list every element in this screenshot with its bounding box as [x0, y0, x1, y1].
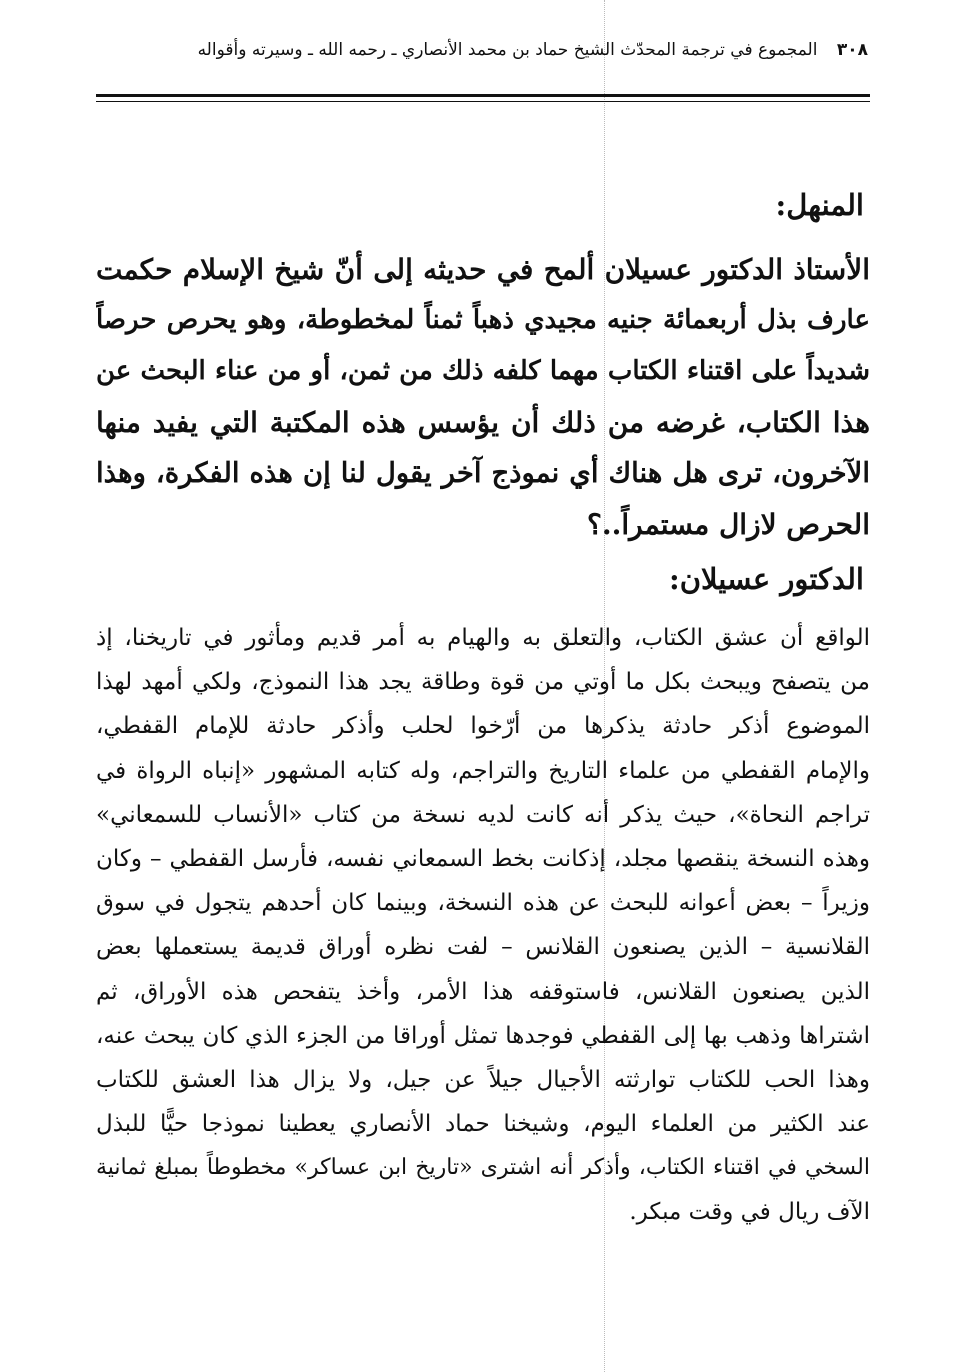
- question-line: الآخرون، ترى هل هناك أي نموذج آخر يقول لنا إن هذه الفكرة، وهذا: [96, 457, 870, 489]
- answer-line: الذين يصنعون القلانس، فاستوقفه هذا الأمر، وأخذ يتفحص هذه الأوراق، ثم: [96, 978, 870, 1005]
- answer-line: والإمام القفطي من علماء التاريخ والتراجم، وله كتابه المشهور «إنباه الرواة في: [96, 757, 870, 784]
- question-line: شديداً على اقتناء الكتاب مهما كلفه ذلك من ثمن، أو من عناء البحث عن: [96, 356, 870, 386]
- question-line: هذا الكتاب، غرضه من ذلك أن يؤسس هذه المكتبة التي يفيد منها: [96, 406, 870, 439]
- answer-line: اشتراها وذهب بها إلى القفطي فوجدها تمثل أوراقا من الجزء الذي كان يبحث عنه،: [96, 1022, 870, 1049]
- answer-line: الواقع أن عشق الكتاب، والتعلق به والهيام به أمر قديم ومأثور في تاريخنا، إذ: [96, 625, 870, 651]
- answer-line: الموضوع أذكر حادثة يذكرها من أرّخوا لحلب وأذكر حادثة للإمام القفطي،: [96, 713, 870, 740]
- answer-line: الآف ريال في وقت مبكر.: [629, 1199, 870, 1226]
- running-title: المجموع في ترجمة المحدّث الشيخ حماد بن محمد الأنصاري ـ رحمه الله ـ وسيرته وأقواله: [197, 40, 818, 60]
- question-line: الأستاذ الدكتور عسيلان ألمح في حديثه إلى أنّ شيخ الإسلام حكمت: [96, 253, 870, 286]
- answer-paragraph: [96, 616, 870, 1235]
- question-line: عارف بذل أربعمائة جنيه مجيدي ذهباً ثمناً لمخطوطة، وهو يحرص حرصاً: [96, 305, 870, 335]
- page-number: ٣٠٨: [836, 40, 868, 60]
- answer-line: القلانسية – الذين يصنعون القلانس – لفت نظره أوراق قديمة يستعملها بعض: [96, 934, 870, 961]
- answer-line: تراجم النحاة»، حيث يذكر أنه كانت لديه نسخة من كتاب «الأنساب للسمعاني»: [96, 801, 870, 828]
- running-header: [190, 40, 868, 60]
- section-heading-speaker: الدكتور عسيلان:: [669, 562, 864, 596]
- question-paragraph: [96, 244, 870, 550]
- header-rule-thin: [96, 101, 870, 102]
- section-heading-manhal: المنهل:: [775, 188, 864, 222]
- header-rule-thick: [96, 94, 870, 97]
- answer-line: وهذا الحب للكتاب توارثته الأجيال جيلاً عن جيل، ولا يزال هذا العشق للكتاب: [96, 1066, 870, 1093]
- answer-line: عند الكثير من العلماء اليوم، وشيخنا حماد الأنصاري يعطينا نموذجا حيًّا للبذل: [96, 1111, 870, 1138]
- answer-line: السخي في اقتناء الكتاب، وأذكر أنه اشترى «تاريخ ابن عساكر» مخطوطاً بمبلغ ثمانية: [96, 1155, 870, 1181]
- answer-line: وهذه النسخة ينقصها مجلد، إذكانت بخط السمعاني نفسه، فأرسل القفطي – وكان: [96, 845, 870, 872]
- answer-line: وزيراً – بعض أعوانه للبحث عن هذه النسخة، وبينما كان أحدهم يتجول في سوق: [96, 890, 870, 917]
- answer-line: من يتصفح ويبحث بكل ما أوتي من قوة وطاقة يجد هذا النموذج، ولكي أمهد لهذا: [96, 669, 870, 696]
- question-line: الحرص لازال مستمراً..؟: [587, 508, 870, 541]
